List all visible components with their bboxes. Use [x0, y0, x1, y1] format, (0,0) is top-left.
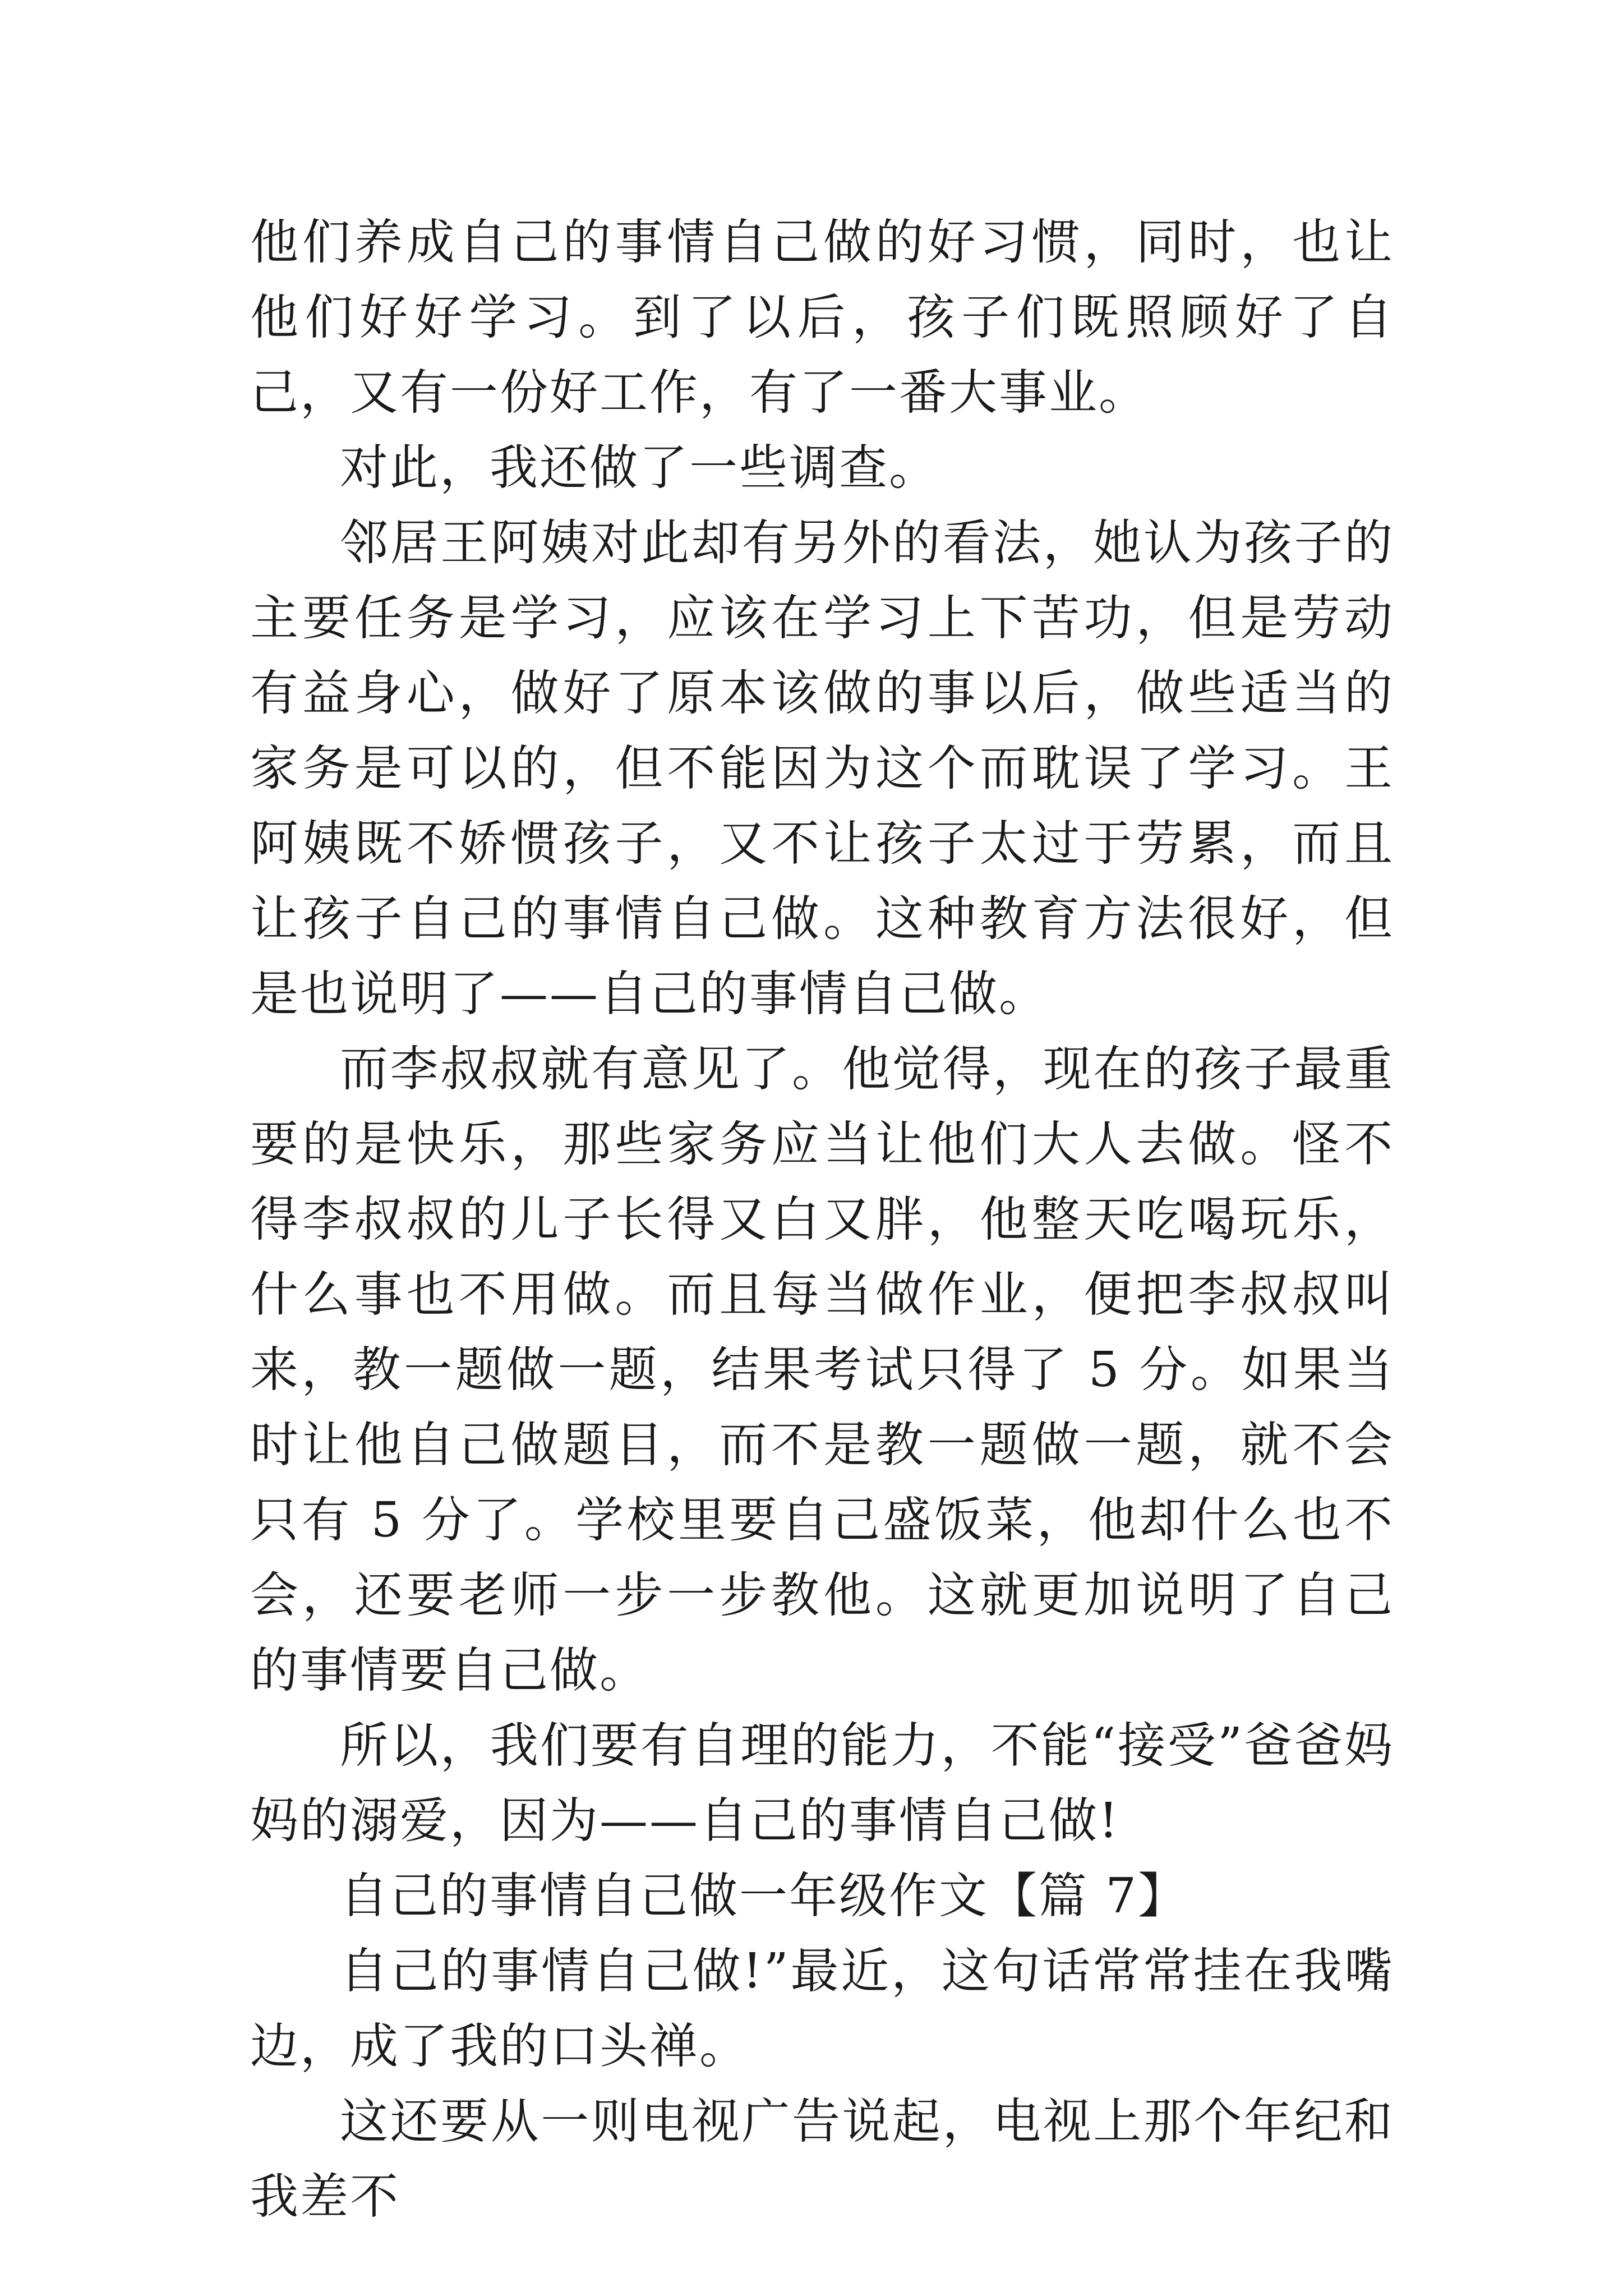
section-heading: 自己的事情自己做一年级作文【篇 7】: [340, 1868, 1188, 1924]
paragraph-4: 而李叔叔就有意见了。他觉得，现在的孩子最重要的是快乐，那些家务应当让他们大人去做。怪不得李叔叔的儿子长得又白又胖，他整天吃喝玩乐，什么事也不用做。而且每当做作业，便把李叔叔叫来，教一题做一题，结果考试只得了 5 分。如果当时让他自己做题目，而不是教一题做一题，就不会只有 5 分了。学校里要自己盛饭菜，他却什么也不会，还要老师一步一步教他。这就更加说明了自己的事情要自己做。: [250, 1041, 1394, 1699]
paragraph-7: 这还要从一则电视广告说起，电视上那个年纪和我差不: [250, 2093, 1394, 2225]
paragraph-3: 邻居王阿姨对此却有另外的看法，她认为孩子的主要任务是学习，应该在学习上下苦功，但是劳动有益身心，做好了原本该做的事以后，做些适当的家务是可以的，但不能因为这个而耽误了学习。王阿姨既不娇惯孩子，又不让孩子太过于劳累，而且让孩子自己的事情自己做。这种教育方法很好，但是也说明了——自己的事情自己做。: [250, 515, 1394, 1022]
paragraph-2: 对此，我还做了一些调查。: [340, 440, 939, 496]
paragraph-5: 所以，我们要有自理的能力，不能“接受”爸爸妈妈的溺爱，因为——自己的事情自己做!: [250, 1718, 1394, 1849]
paragraph-1: 他们养成自己的事情自己做的好习惯，同时，也让他们好好学习。到了以后，孩子们既照顾好了自己，又有一份好工作，有了一番大事业。: [250, 214, 1394, 421]
document-body: [250, 205, 1394, 2234]
paragraph-6: 自己的事情自己做!”最近，这句话常常挂在我嘴边，成了我的口头禅。: [250, 1943, 1394, 2074]
